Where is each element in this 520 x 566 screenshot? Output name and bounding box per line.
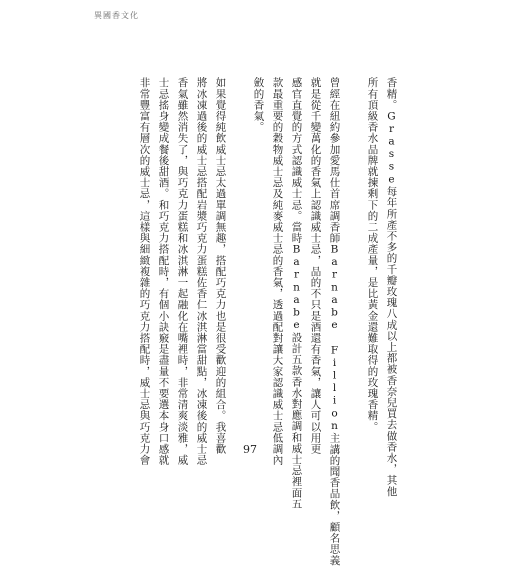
column-10: 如果覺得純飲威士忌太過單調無趣，搭配巧克力也是很受歡迎的組合。我喜歡 [214, 77, 227, 455]
column-6: 感官直覺的方式認識威士忌。當時Barnabe設計五款香水對應調和威士忌裡面五 [290, 77, 303, 510]
column-8: 斂的香氣。 [252, 77, 265, 133]
column-12: 香氣雖然消失了，與巧克力蛋糕和冰淇淋一起融化在嘴裡時，非常清爽淡雅，威 [176, 77, 189, 466]
column-14: 非常豐富有層次的威士忌，這樣與細緻複雜的巧克力搭配時，威士忌與巧克力會 [138, 77, 151, 466]
column-2: 所有頂級香水品牌就揀剩下的二成產量，是比黃金還難取得的玫瑰香精。 [366, 77, 379, 433]
column-13: 士忌搖身變成餐後甜酒。和巧克力搭配時，有個小訣竅是盡量不要選本身口感就 [157, 77, 170, 466]
column-5: 就是從千變萬化的香氣上認識威士忌，品的不只是酒還有香氣，讓人可以用更 [309, 77, 322, 455]
page-number: 97 [243, 443, 257, 456]
running-header: 異國香文化 [94, 11, 139, 20]
column-1: 香精。Grasse每年所產不多的千瓣玫瑰八成以上都被香奈兒買去做香水，其他 [385, 77, 398, 497]
column-4: 曾經在紐約參加愛馬仕首席調香師Barnabe Fillion主講的聞香品飲，顧名思義 [328, 77, 341, 566]
column-7: 款最重要的穀物威士忌及純麥威士忌的香氣，透過配對讓大家認識威士忌低調內 [271, 77, 284, 466]
column-11: 將冰凍過後的威士忌搭配岩漿巧克力蛋糕佐香仁冰淇淋當甜點，冰凍後的威士忌 [195, 77, 208, 466]
